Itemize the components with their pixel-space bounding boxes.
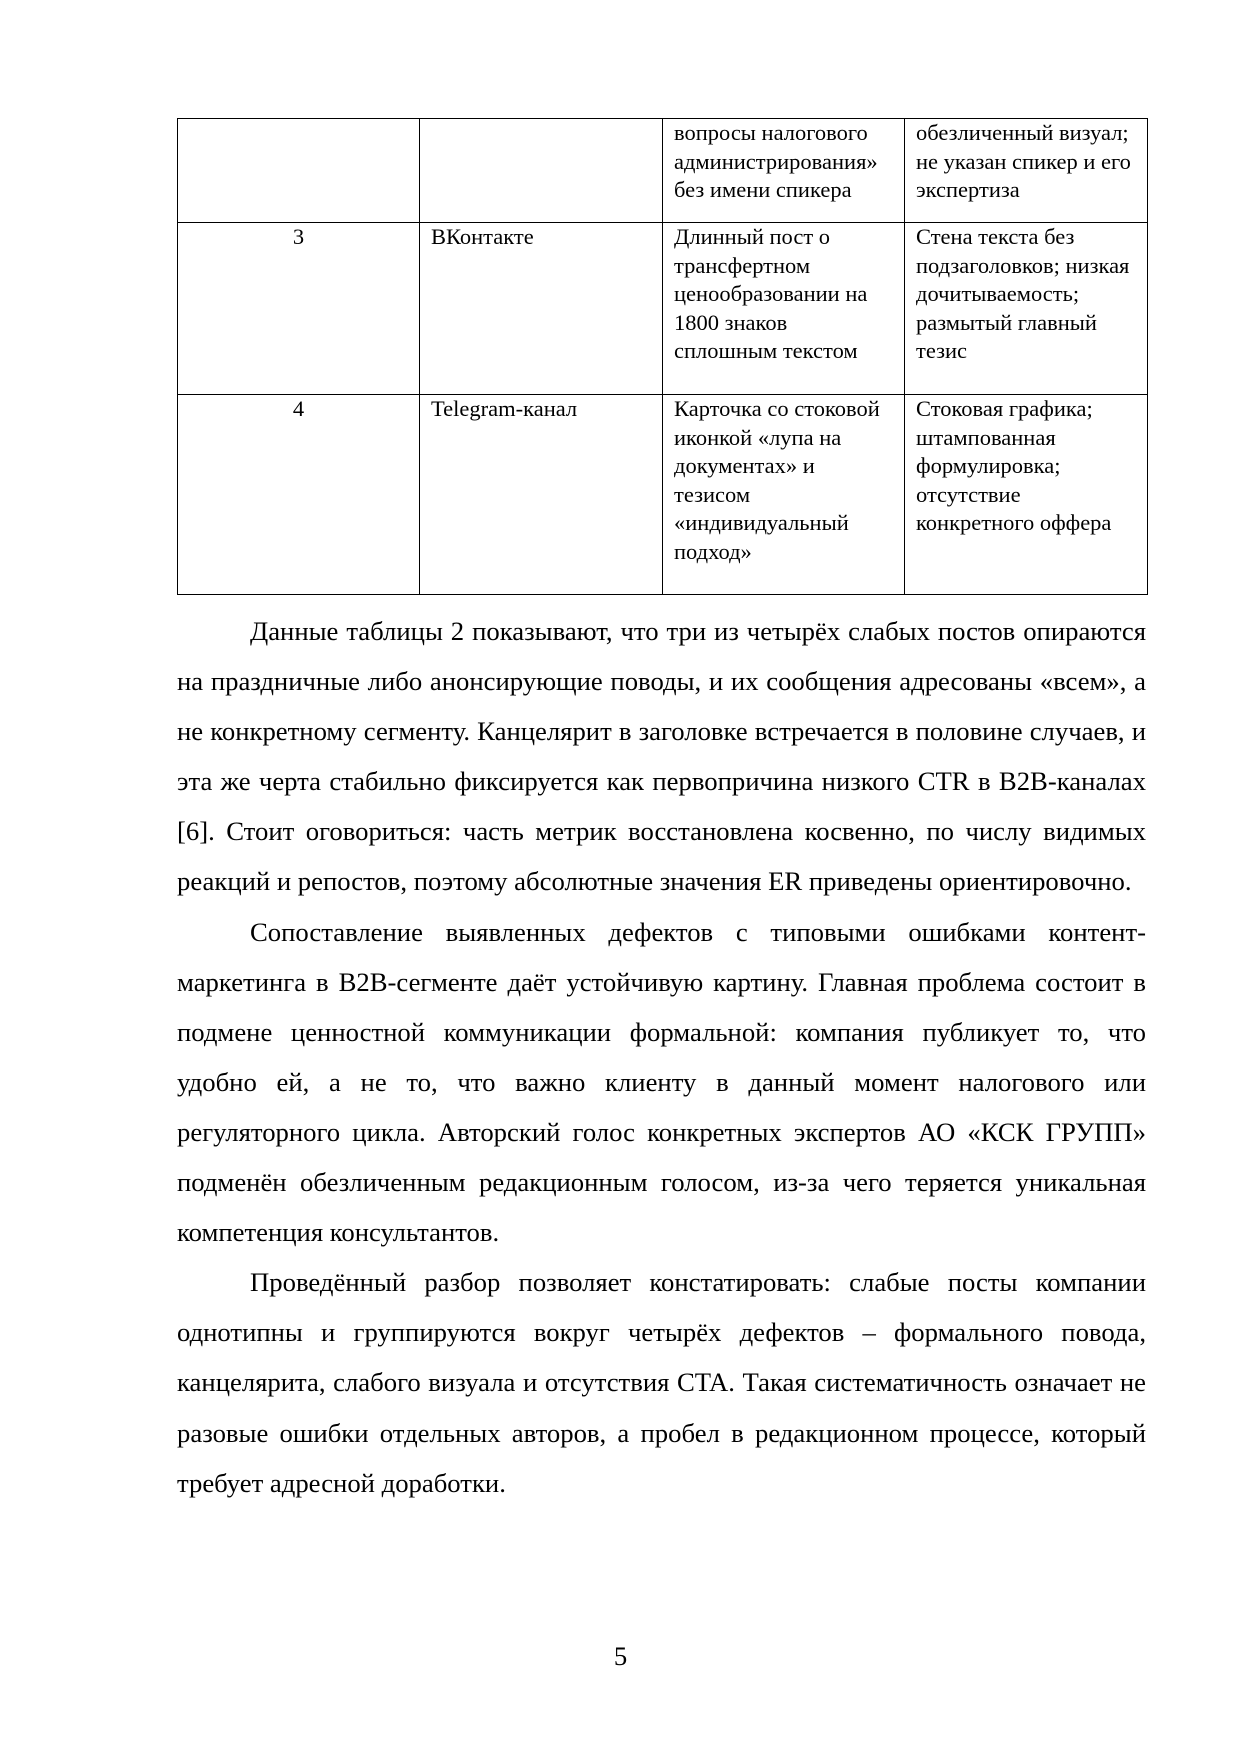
table-cell-defect: Стена текста без подзаголовков; низкая дочитываемость; размытый главный тезис — [905, 223, 1148, 395]
paragraph: Сопоставление выявленных дефектов с типовыми ошибками контент-маркетинга в B2B-сегменте даёт устойчивую картину. Главная проблема состоит в подмене ценностной коммуникации формальной: компания публикует то, что удобно ей, а не то, что важно клиенту в данный момент налогового или регуляторного цикла. Авторский голос конкретных экспертов АО «КСК ГРУПП» подменён обезличенным редакционным голосом, из-за чего теряется уникальная компетенция консультантов. — [177, 916, 1146, 1248]
paragraph: Проведённый разбор позволяет констатировать: слабые посты компании однотипны и группируются вокруг четырёх дефектов – формального повода, канцелярита, слабого визуала и отсутствия CTA. Такая систематичность означает не разовые ошибки отдельных авторов, а пробел в редакционном процессе, который требует адресной доработки. — [177, 1267, 1146, 1498]
table-cell-platform — [420, 119, 663, 223]
table-cell-post: Длинный пост о трансфертном ценообразовании на 1800 знаков сплошным текстом — [663, 223, 905, 395]
table-cell-defect: Стоковая графика; штампованная формулировка; отсутствие конкретного оффера — [905, 395, 1148, 595]
page-number: 5 — [613, 1641, 628, 1671]
table-cell-post: Карточка со стоковой иконкой «лупа на документах» и тезисом «индивидуальный подход» — [663, 395, 905, 595]
table-row — [178, 223, 1148, 395]
table-row — [178, 119, 1148, 223]
table-cell-number: 3 — [178, 223, 420, 395]
table-cell-post: вопросы налогового администрирования» без имени спикера — [663, 119, 905, 223]
table-row — [178, 395, 1148, 595]
body-text — [177, 606, 1146, 1508]
table-cell-defect: обезличенный визуал; не указан спикер и его экспертиза — [905, 119, 1148, 223]
table-cell-number: 4 — [178, 395, 420, 595]
table-cell-platform: ВКонтакте — [420, 223, 663, 395]
table-cell-number — [178, 119, 420, 223]
table-cell-platform: Telegram-канал — [420, 395, 663, 595]
paragraph: Данные таблицы 2 показывают, что три из четырёх слабых постов опираются на праздничные либо анонсирующие поводы, и их сообщения адресованы «всем», а не конкретному сегменту. Канцелярит в заголовке встречается в половине случаев, и эта же черта стабильно фиксируется как первопричина низкого CTR в B2B-каналах [6]. Стоит оговориться: часть метрик восстановлена косвенно, по числу видимых реакций и репостов, поэтому абсолютные значения ER приведены ориентировочно. — [177, 616, 1146, 897]
weak-posts-table — [177, 118, 1148, 595]
